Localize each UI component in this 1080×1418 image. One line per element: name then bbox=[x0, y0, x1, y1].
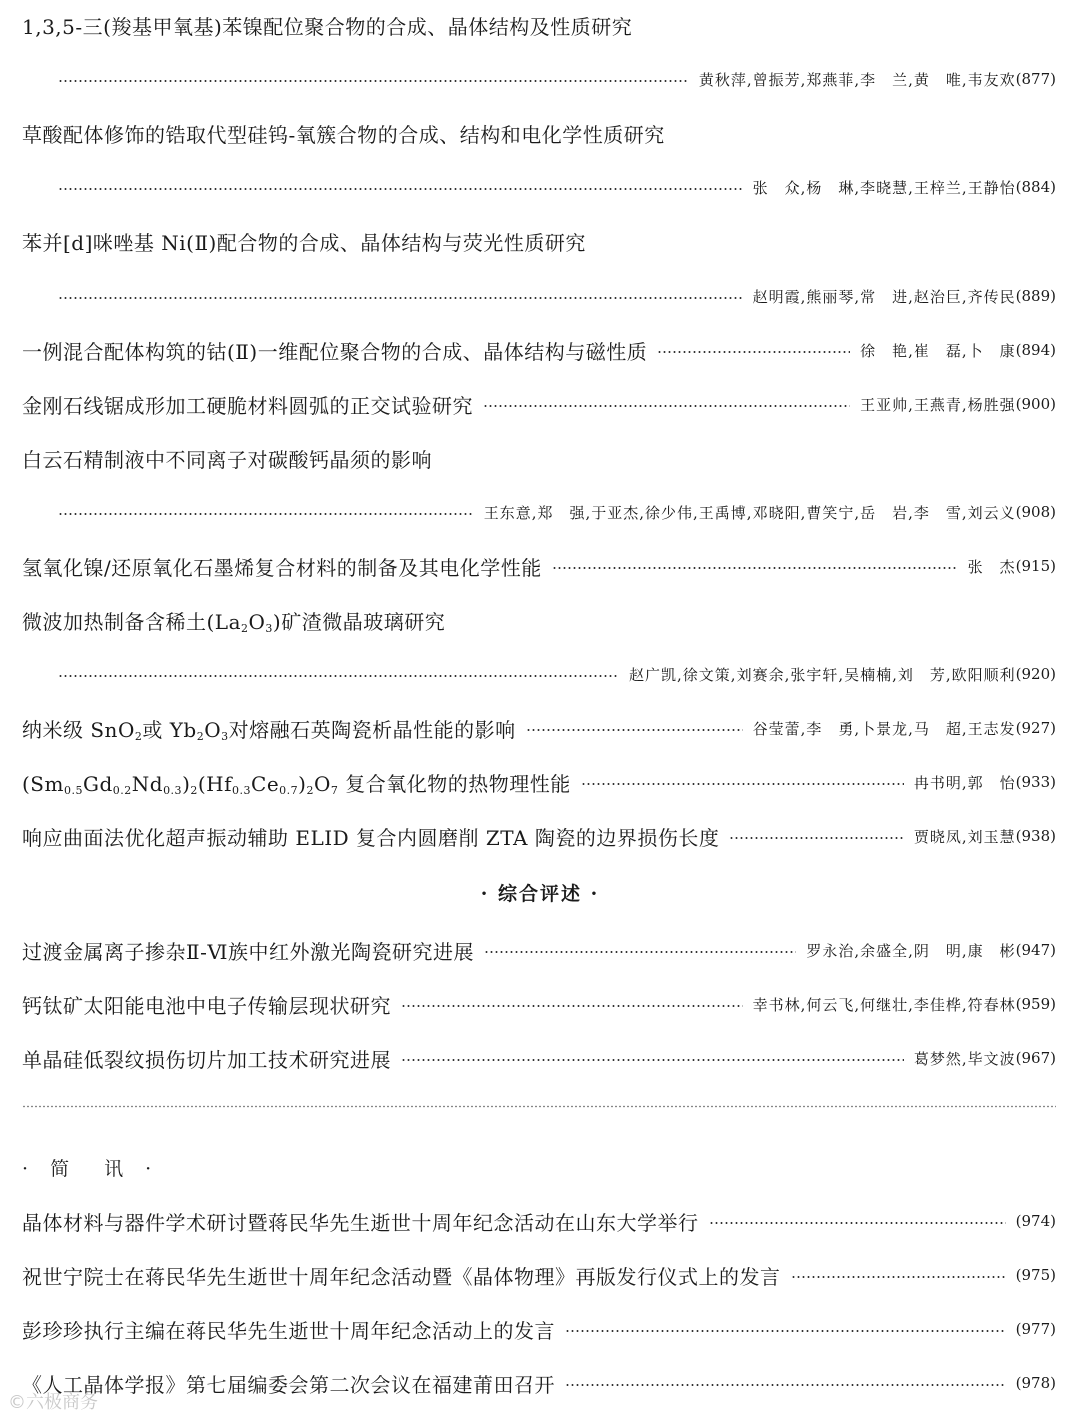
leader-dots bbox=[58, 675, 619, 677]
author-list: 葛梦然,毕文波 bbox=[913, 1049, 1016, 1068]
title-part: )矿渣微晶玻璃研究 bbox=[272, 609, 446, 634]
page-number: (938) bbox=[1015, 827, 1056, 845]
leader-dots bbox=[483, 405, 850, 407]
leader-dots bbox=[565, 1384, 1006, 1386]
leader-dots bbox=[709, 1222, 1006, 1224]
page-number: (915) bbox=[1015, 557, 1056, 575]
article-title-text bbox=[22, 768, 571, 797]
review-row-3[interactable] bbox=[22, 1043, 1056, 1073]
article-row-11[interactable] bbox=[22, 821, 1056, 851]
subscript: 2 bbox=[134, 729, 143, 743]
subscript: 2 bbox=[241, 621, 249, 635]
author-list: 谷莹蕾,李 勇,卜景龙,马 超,王志发 bbox=[752, 719, 1016, 738]
author-list: 罗永治,余盛全,阴 明,康 彬 bbox=[806, 941, 1016, 960]
title-part: 微波加热制备含稀土(La bbox=[22, 609, 242, 634]
article-title-1[interactable] bbox=[22, 10, 1056, 40]
page-number: (978) bbox=[1015, 1374, 1056, 1392]
article-title-text: 一例混合配体构筑的钴(Ⅱ)一维配位聚合物的合成、晶体结构与磁性质 bbox=[22, 339, 648, 364]
leader-dots bbox=[401, 1005, 743, 1007]
author-list: 幸书林,何云飞,何继壮,李佳桦,符春林 bbox=[752, 995, 1016, 1014]
leader-dots bbox=[58, 297, 743, 299]
author-list: 黄秋萍,曾振芳,郑燕菲,李 兰,黄 唯,韦友欢 bbox=[698, 70, 1016, 89]
watermark: ©六极商务 bbox=[8, 1392, 98, 1413]
title-part: O bbox=[248, 609, 266, 634]
article-title-8[interactable] bbox=[22, 605, 1056, 635]
article-title-6[interactable] bbox=[22, 443, 1056, 473]
article-title-3[interactable] bbox=[22, 226, 1056, 256]
brief-title-text: 《人工晶体学报》第七届编委会第二次会议在福建莆田召开 bbox=[22, 1372, 555, 1397]
article-authors-2 bbox=[48, 172, 1056, 202]
page-number: (933) bbox=[1015, 773, 1056, 791]
leader-dots bbox=[58, 80, 689, 82]
article-authors-8 bbox=[48, 659, 1056, 689]
article-title-text bbox=[22, 714, 516, 743]
page-number: (889) bbox=[1015, 287, 1056, 305]
page-number: (947) bbox=[1015, 941, 1056, 959]
author-list: 王东意,郑 强,于亚杰,徐少伟,王禹博,邓晓阳,曹笑宁,岳 岩,李 雪,刘云义 bbox=[483, 503, 1016, 522]
page-number: (877) bbox=[1015, 70, 1056, 88]
subscript: 2 bbox=[196, 729, 205, 743]
article-row-10[interactable] bbox=[22, 767, 1056, 797]
article-title-text: 过渡金属离子掺杂Ⅱ-Ⅵ族中红外激光陶瓷研究进展 bbox=[22, 939, 474, 964]
review-row-1[interactable] bbox=[22, 935, 1056, 965]
brief-title-text: 晶体材料与器件学术研讨暨蒋民华先生逝世十周年纪念活动在山东大学举行 bbox=[22, 1210, 699, 1235]
author-list: 赵广凯,徐文策,刘赛余,张宇轩,吴楠楠,刘 芳,欧阳顺利 bbox=[629, 665, 1016, 684]
author-list: 冉书明,郭 怡 bbox=[913, 773, 1016, 792]
article-title-text: 金刚石线锯成形加工硬脆材料圆弧的正交试验研究 bbox=[22, 393, 473, 418]
article-row-9[interactable] bbox=[22, 713, 1056, 743]
section-heading-review: · 综合评述 · bbox=[480, 883, 600, 905]
leader-dots bbox=[484, 951, 796, 953]
article-authors-1 bbox=[48, 64, 1056, 94]
article-row-5[interactable] bbox=[22, 389, 1056, 419]
page-number: (884) bbox=[1015, 178, 1056, 196]
article-authors-3 bbox=[48, 281, 1056, 311]
decorative-divider bbox=[22, 1105, 1056, 1111]
title-part: 或 Yb bbox=[142, 717, 197, 742]
page-number: (900) bbox=[1015, 395, 1056, 413]
article-title-text: 白云石精制液中不同离子对碳酸钙晶须的影响 bbox=[22, 447, 432, 472]
article-title-text: 草酸配体修饰的锆取代型硅钨-氧簇合物的合成、结构和电化学性质研究 bbox=[22, 122, 665, 147]
title-part: 复合氧化物的热物理性能 bbox=[338, 771, 571, 796]
author-list: 王亚帅,王燕青,杨胜强 bbox=[860, 395, 1016, 414]
leader-dots bbox=[552, 567, 958, 569]
leader-dots bbox=[565, 1330, 1006, 1332]
brief-row-2[interactable] bbox=[22, 1260, 1056, 1290]
section-heading-brief: · 简 讯 · bbox=[22, 1158, 160, 1180]
article-title-text: 氢氧化镍/还原氧化石墨烯复合材料的制备及其电化学性能 bbox=[22, 555, 542, 580]
author-list: 徐 艳,崔 磊,卜 康 bbox=[860, 341, 1016, 360]
page-number: (927) bbox=[1015, 719, 1056, 737]
page-number: (974) bbox=[1015, 1212, 1056, 1230]
leader-dots bbox=[58, 188, 743, 190]
page-number: (975) bbox=[1015, 1266, 1056, 1284]
review-row-2[interactable] bbox=[22, 989, 1056, 1019]
title-part: 对熔融石英陶瓷析晶性能的影响 bbox=[228, 717, 516, 742]
page-number: (920) bbox=[1015, 665, 1056, 683]
article-row-7[interactable] bbox=[22, 551, 1056, 581]
author-list: 张 杰 bbox=[967, 557, 1016, 576]
leader-dots bbox=[791, 1276, 1006, 1278]
title-part: O bbox=[204, 717, 222, 742]
leader-dots bbox=[729, 837, 904, 839]
author-list: 贾晓凤,刘玉慧 bbox=[913, 827, 1016, 846]
article-title-text bbox=[22, 606, 445, 635]
leader-dots bbox=[401, 1059, 904, 1061]
leader-dots bbox=[526, 729, 743, 731]
article-title-2[interactable] bbox=[22, 118, 1056, 148]
chemical-formula: $(Sm_{0.5}Gd_{0.2}Nd_{0.3})_2(Hf_{0.3}Ce_{0.7})_2O_7$ bbox=[22, 771, 339, 797]
author-list: 赵明霞,熊丽琴,常 进,赵治巨,齐传民 bbox=[752, 287, 1016, 306]
page-number: (894) bbox=[1015, 341, 1056, 359]
page-number: (908) bbox=[1015, 503, 1056, 521]
brief-row-1[interactable] bbox=[22, 1206, 1056, 1236]
brief-title-text: 彭珍珍执行主编在蒋民华先生逝世十周年纪念活动上的发言 bbox=[22, 1318, 555, 1343]
brief-row-3[interactable] bbox=[22, 1314, 1056, 1344]
article-title-text: 单晶硅低裂纹损伤切片加工技术研究进展 bbox=[22, 1047, 391, 1072]
article-row-4[interactable] bbox=[22, 335, 1056, 365]
article-title-text: 钙钛矿太阳能电池中电子传输层现状研究 bbox=[22, 993, 391, 1018]
article-title-text: 苯并[d]咪唑基 Ni(Ⅱ)配合物的合成、晶体结构与荧光性质研究 bbox=[22, 230, 586, 255]
author-list: 张 众,杨 琳,李晓慧,王梓兰,王静怡 bbox=[752, 178, 1016, 197]
article-authors-6 bbox=[48, 497, 1056, 527]
brief-title-text: 祝世宁院士在蒋民华先生逝世十周年纪念活动暨《晶体物理》再版发行仪式上的发言 bbox=[22, 1264, 781, 1289]
subscript: 3 bbox=[221, 729, 229, 743]
page-number: (967) bbox=[1015, 1049, 1056, 1067]
leader-dots bbox=[58, 513, 474, 515]
subscript: 3 bbox=[265, 621, 273, 635]
article-title-text: 响应曲面法优化超声振动辅助 ELID 复合内圆磨削 ZTA 陶瓷的边界损伤长度 bbox=[22, 825, 720, 850]
page-number: (977) bbox=[1015, 1320, 1056, 1338]
article-title-text: 1,3,5-三(羧基甲氧基)苯镍配位聚合物的合成、晶体结构及性质研究 bbox=[22, 14, 633, 39]
brief-row-4[interactable] bbox=[22, 1368, 1056, 1398]
title-part: 纳米级 SnO bbox=[22, 717, 135, 742]
leader-dots bbox=[581, 783, 904, 785]
leader-dots bbox=[657, 351, 850, 353]
page-number: (959) bbox=[1015, 995, 1056, 1013]
